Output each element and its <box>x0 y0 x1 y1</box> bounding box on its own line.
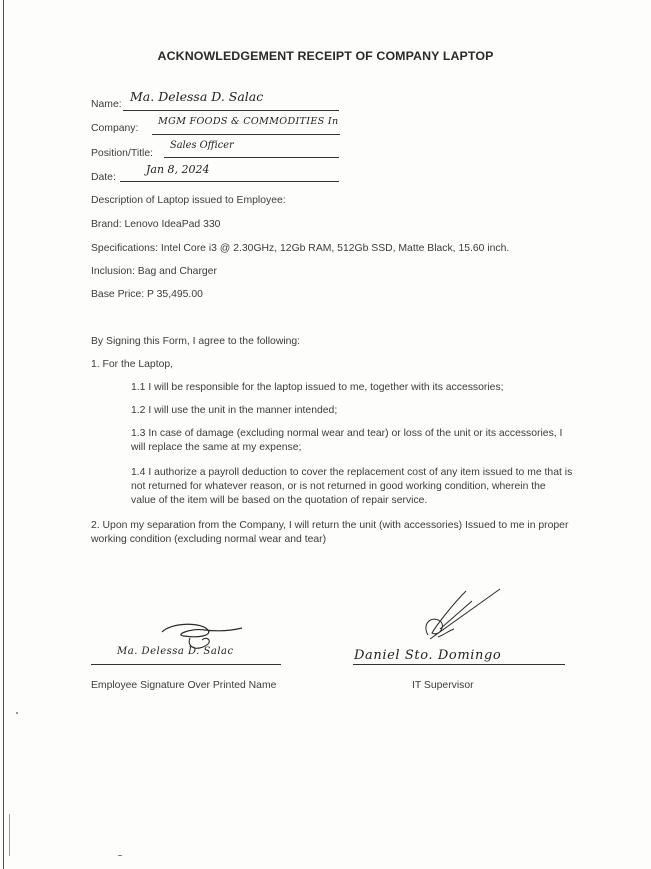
employee-signature-line <box>91 664 281 665</box>
clause-1-3 <box>131 427 562 455</box>
company-value: MGM FOODS & COMMODITIES In <box>158 116 339 127</box>
clause-1-4-line: 1.4 I authorize a payroll deduction to cover the replacement cost of any item issued to me that is <box>131 467 573 478</box>
document-title: ACKNOWLEDGEMENT RECEIPT OF COMPANY LAPTOP <box>157 49 494 63</box>
supervisor-signature-caption: IT Supervisor <box>412 680 474 691</box>
date-value: Jan 8, 2024 <box>146 163 210 176</box>
inclusion-line: Inclusion: Bag and Charger <box>91 266 217 277</box>
clause-1-4-line: value of the item will be based on the quotation of repair service. <box>131 495 428 506</box>
specifications-line: Specifications: Intel Core i3 @ 2.30GHz, 12Gb RAM, 512Gb SSD, Matte Black, 15.60 inch. <box>91 243 510 254</box>
description-heading: Description of Laptop issued to Employee: <box>91 195 286 206</box>
page-edge-line <box>3 0 4 869</box>
date-underline <box>120 181 339 182</box>
clause-1-3-line: will replace the same at my expense; <box>131 442 302 453</box>
company-underline <box>152 134 340 135</box>
supervisor-signature-line <box>353 664 565 665</box>
scan-mark <box>9 814 10 856</box>
item-2-line: working condition (excluding normal wear and tear) <box>91 534 327 545</box>
scan-speck <box>16 712 18 714</box>
position-label: Position/Title: <box>91 148 153 159</box>
item-2 <box>91 519 568 547</box>
clause-1-4 <box>131 466 572 508</box>
base-price-line: Base Price: P 35,495.00 <box>91 289 203 300</box>
agreement-intro: By Signing this Form, I agree to the following: <box>91 336 301 347</box>
supervisor-printed-name: Daniel Sto. Domingo <box>354 648 502 663</box>
item-2-line: 2. Upon my separation from the Company, I will return the unit (with accessories) Issued to me in proper <box>91 520 569 531</box>
name-label: Name: <box>91 99 122 110</box>
supervisor-signature-scribble <box>410 585 510 645</box>
clause-1-4-line: not returned for whatever reason, or is not returned in good working condition, wherein the <box>131 481 546 492</box>
item-1-heading: 1. For the Laptop, <box>91 359 174 370</box>
company-label: Company: <box>91 123 139 134</box>
date-label: Date: <box>91 172 116 183</box>
name-value: Ma. Delessa D. Salac <box>130 89 264 104</box>
brand-line: Brand: Lenovo IdeaPad 330 <box>91 219 221 230</box>
scan-speck <box>118 855 122 856</box>
clause-1-1: 1.1 I will be responsible for the laptop issued to me, together with its accessories; <box>131 382 504 393</box>
employee-signature-caption: Employee Signature Over Printed Name <box>91 680 277 691</box>
name-underline <box>123 110 339 111</box>
clause-1-3-line: 1.3 In case of damage (excluding normal wear and tear) or loss of the unit or its accessories, I <box>131 428 563 439</box>
employee-printed-name: Ma. Delessa D. Salac <box>117 646 234 657</box>
position-underline <box>164 157 339 158</box>
position-value: Sales Officer <box>170 140 234 151</box>
clause-1-2: 1.2 I will use the unit in the manner intended; <box>131 405 338 416</box>
